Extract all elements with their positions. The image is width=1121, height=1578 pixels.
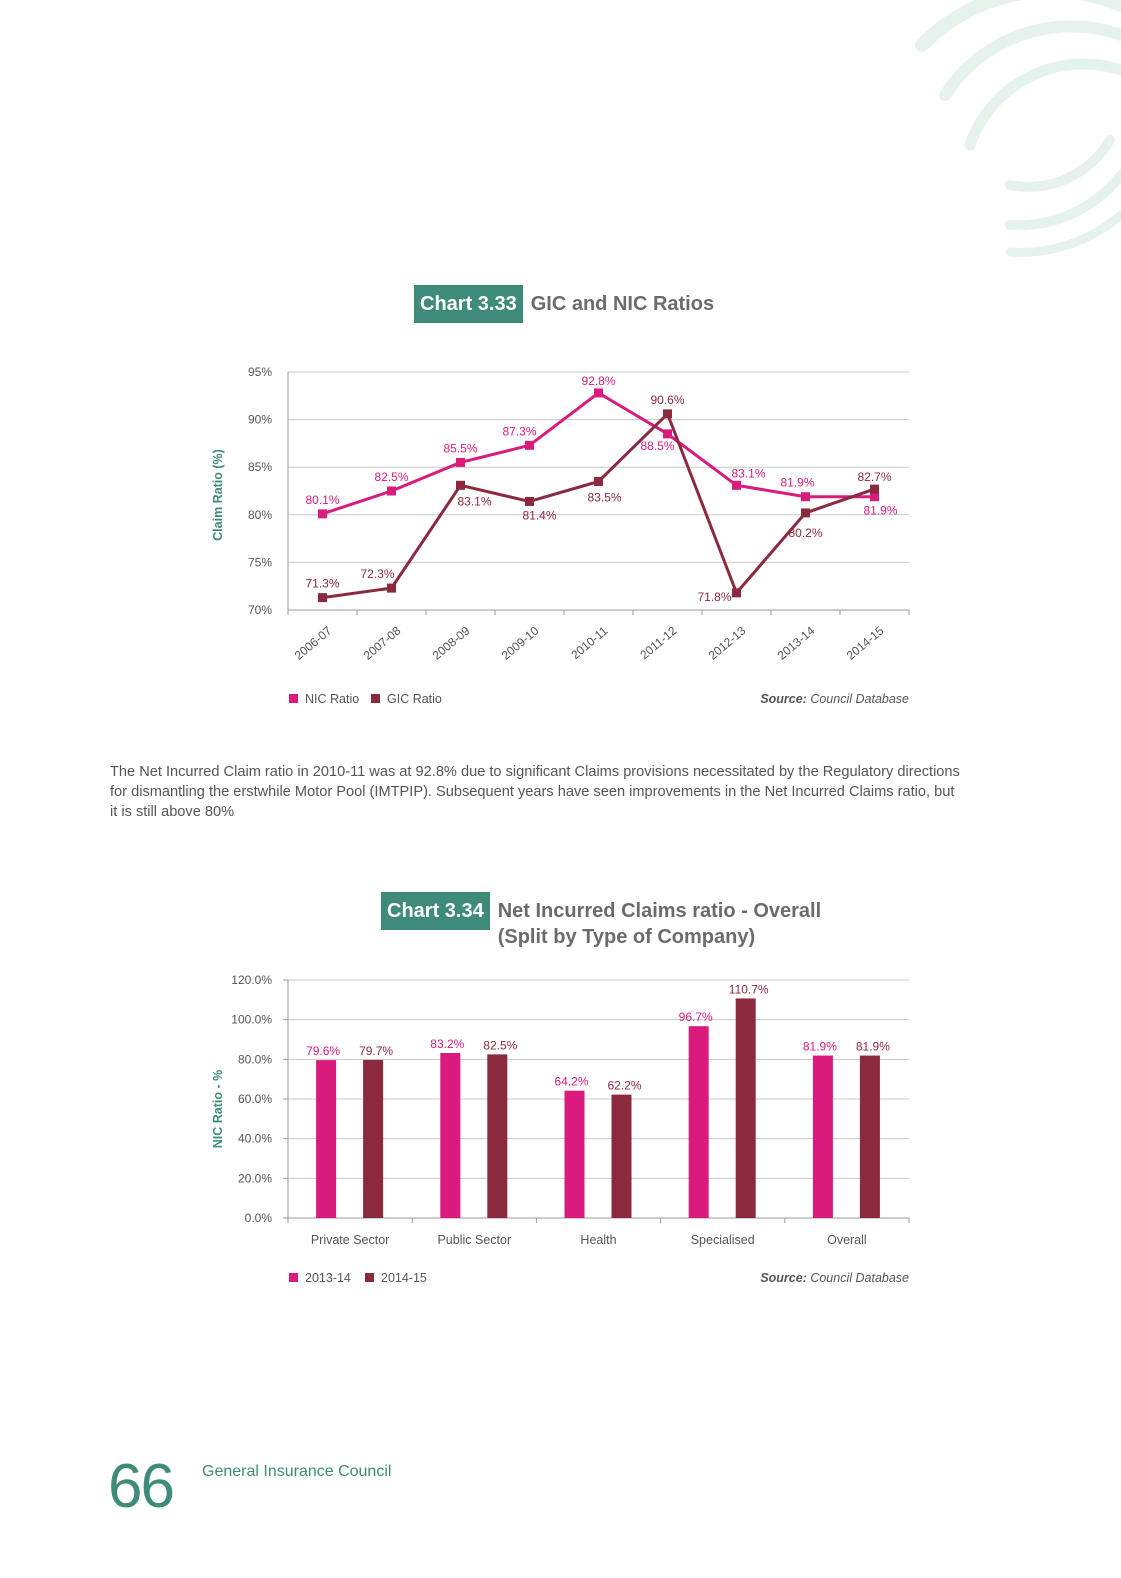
data-point bbox=[387, 584, 396, 593]
y-tick-label: 20.0% bbox=[237, 1171, 272, 1186]
chart1-tag: Chart 3.33 bbox=[414, 285, 523, 323]
data-label: 83.2% bbox=[430, 1036, 465, 1051]
data-label: 80.2% bbox=[788, 525, 823, 540]
data-point bbox=[387, 487, 396, 496]
data-label: 83.1% bbox=[731, 466, 766, 481]
data-label: 82.5% bbox=[483, 1038, 518, 1053]
data-label: 83.5% bbox=[587, 490, 622, 505]
data-label: 83.1% bbox=[457, 494, 492, 509]
data-label: 92.8% bbox=[581, 373, 616, 388]
data-label: 64.2% bbox=[554, 1074, 589, 1089]
data-label: 81.9% bbox=[855, 1039, 890, 1054]
data-label: 79.6% bbox=[306, 1044, 341, 1059]
data-point bbox=[318, 509, 327, 518]
x-tick-label: 2011-12 bbox=[637, 623, 680, 663]
data-label: 85.5% bbox=[443, 441, 478, 456]
data-point bbox=[801, 492, 810, 501]
y-tick-label: 100.0% bbox=[231, 1012, 272, 1027]
body-paragraph bbox=[110, 762, 1015, 822]
y-tick-label: 40.0% bbox=[237, 1131, 272, 1146]
y-tick-label: 85% bbox=[247, 460, 272, 475]
legend-label: NIC Ratio bbox=[305, 692, 360, 706]
x-tick-label: 2007-08 bbox=[360, 623, 404, 663]
data-label: 71.8% bbox=[697, 589, 732, 604]
data-label: 81.4% bbox=[522, 508, 557, 523]
data-point bbox=[663, 409, 672, 418]
data-label: 87.3% bbox=[502, 424, 537, 439]
data-label: 71.3% bbox=[305, 576, 340, 591]
data-label: 90.6% bbox=[650, 392, 685, 407]
data-label: 81.9% bbox=[802, 1039, 837, 1054]
legend-swatch-gic bbox=[371, 694, 380, 703]
data-point bbox=[594, 477, 603, 486]
legend-swatch-nic bbox=[289, 694, 298, 703]
data-label: 80.1% bbox=[305, 492, 340, 507]
data-label: 62.2% bbox=[607, 1078, 642, 1093]
data-point bbox=[318, 593, 327, 602]
chart2-tag: Chart 3.34 bbox=[381, 892, 490, 930]
x-tick-label: 2012-13 bbox=[705, 623, 749, 663]
y-tick-label: 0.0% bbox=[244, 1211, 272, 1225]
data-point bbox=[525, 497, 534, 506]
legend-label: GIC Ratio bbox=[387, 692, 442, 706]
x-tick-label: 2006-07 bbox=[291, 623, 335, 663]
paragraph-line: The Net Incurred Claim ratio in 2010-11 was at 92.8% due to significant Claims provisions necessitated by the Regulatory directions bbox=[110, 764, 960, 780]
data-point bbox=[732, 588, 741, 597]
page-number: 66 bbox=[108, 1452, 173, 1521]
paragraph-line: for dismantling the erstwhile Motor Pool (IMTPIP). Subsequent years have seen improvements in the Net Incurred Claims ratio, but bbox=[110, 784, 955, 800]
data-label: 82.5% bbox=[374, 470, 409, 484]
footer-org: General Insurance Council bbox=[202, 1463, 392, 1480]
data-label: 110.7% bbox=[728, 982, 769, 997]
x-tick-label: 2008-09 bbox=[429, 623, 473, 663]
data-label: 81.9% bbox=[863, 503, 898, 518]
y-tick-label: 75% bbox=[247, 555, 272, 570]
y-axis-label: Claim Ratio (%) bbox=[211, 449, 225, 541]
paragraph-line: it is still above 80% bbox=[110, 804, 235, 820]
data-point bbox=[732, 481, 741, 490]
y-tick-label: 60.0% bbox=[237, 1092, 272, 1106]
chart2-title-line2: (Split by Type of Company) bbox=[497, 926, 756, 948]
data-point bbox=[801, 508, 810, 517]
data-label: 88.5% bbox=[640, 438, 675, 453]
chart2-title-line1: Net Incurred Claims ratio - Overall bbox=[497, 900, 822, 922]
y-tick-label: 70% bbox=[247, 603, 272, 617]
y-tick-label: 120.0% bbox=[231, 973, 272, 987]
data-point bbox=[525, 441, 534, 450]
chart1-title-text: GIC and NIC Ratios bbox=[530, 293, 715, 315]
data-label: 72.3% bbox=[360, 567, 395, 582]
x-tick-label: Health bbox=[580, 1233, 617, 1247]
x-tick-label: 2014-15 bbox=[843, 623, 887, 663]
chart2-title bbox=[498, 892, 821, 950]
x-tick-label: 2010-11 bbox=[568, 623, 611, 663]
series-line-gic bbox=[323, 414, 875, 598]
data-label: 82.7% bbox=[857, 470, 892, 485]
x-tick-label: Overall bbox=[827, 1233, 867, 1247]
data-label: 81.9% bbox=[780, 475, 815, 490]
data-point bbox=[663, 429, 672, 438]
y-tick-label: 95% bbox=[247, 365, 272, 379]
source-note bbox=[760, 692, 909, 706]
data-label: 79.7% bbox=[359, 1043, 394, 1058]
source-value: Council Database bbox=[810, 1271, 909, 1285]
source-label: Source: bbox=[760, 692, 811, 706]
x-tick-label: Public Sector bbox=[437, 1233, 512, 1247]
source-value: Council Database bbox=[810, 692, 909, 706]
source-label: Source: bbox=[760, 1271, 811, 1285]
x-tick-label: Private Sector bbox=[310, 1233, 390, 1247]
data-point bbox=[456, 481, 465, 490]
x-tick-label: 2013-14 bbox=[774, 623, 818, 663]
y-tick-label: 90% bbox=[247, 412, 272, 427]
data-point bbox=[456, 458, 465, 467]
data-point bbox=[594, 388, 603, 397]
x-tick-label: 2009-10 bbox=[498, 623, 542, 663]
legend-label: 2013-14 bbox=[305, 1271, 351, 1285]
legend-label: 2014-15 bbox=[381, 1271, 427, 1285]
data-point bbox=[870, 485, 879, 494]
x-tick-label: Specialised bbox=[690, 1233, 755, 1247]
y-tick-label: 80% bbox=[247, 507, 272, 522]
chart2-header bbox=[381, 892, 821, 950]
data-label: 96.7% bbox=[678, 1010, 713, 1025]
y-tick-label: 80.0% bbox=[237, 1052, 272, 1067]
y-axis-label: NIC Ratio - % bbox=[211, 1069, 225, 1149]
